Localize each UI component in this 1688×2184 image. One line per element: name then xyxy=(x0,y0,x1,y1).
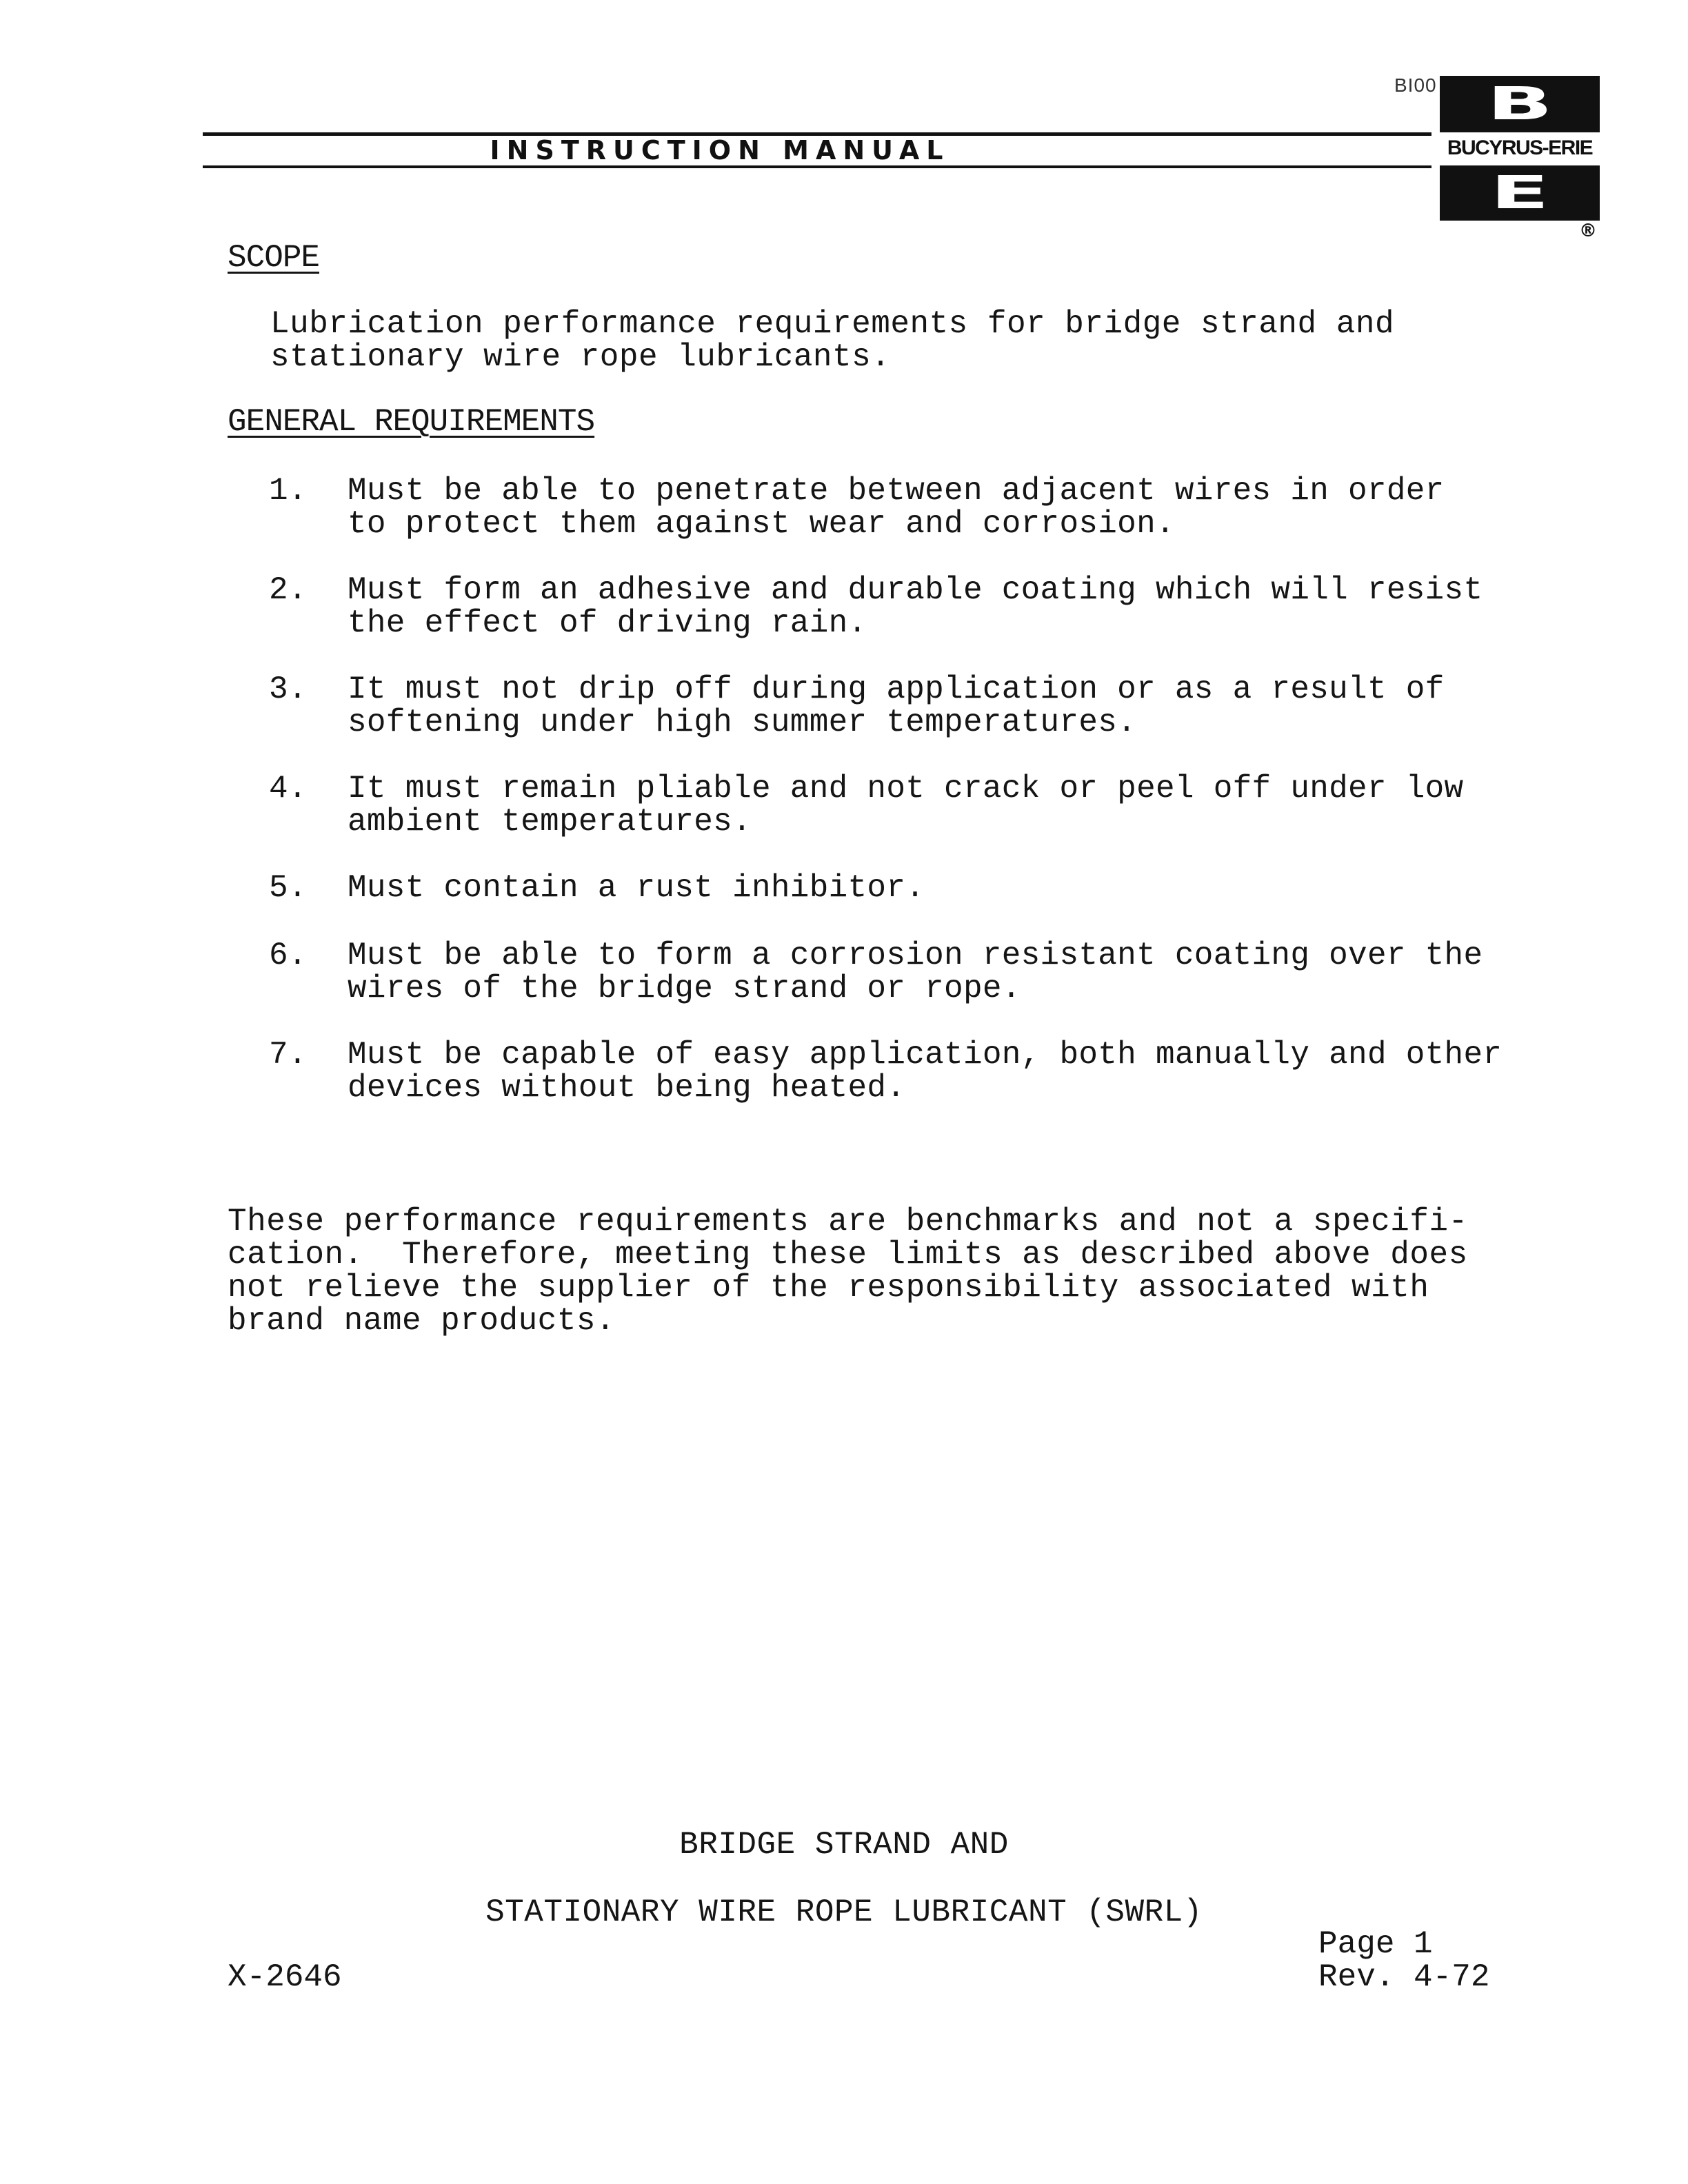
list-item-text: Must be able to penetrate between adjacent wires in order xyxy=(348,473,1445,509)
scope-text-line-2: stationary wire rope lubricants. xyxy=(270,339,891,375)
list-item-text: Must form an adhesive and durable coating which will resist xyxy=(348,572,1483,608)
scope-text-line-1: Lubrication performance requirements for bridge strand and xyxy=(270,306,1395,342)
header-rule-bottom xyxy=(203,165,1431,168)
brand-logo-letter-b: B xyxy=(1487,77,1553,130)
list-item-text: Must be able to form a corrosion resistant coating over the xyxy=(348,938,1483,973)
list-item-text: Must be capable of easy application, both manually and other xyxy=(348,1037,1503,1073)
list-item-number: 7. xyxy=(269,1037,308,1073)
footer-title-line-1: BRIDGE STRAND AND xyxy=(679,1827,1009,1863)
header-title: INSTRUCTION MANUAL xyxy=(490,135,950,165)
list-item-text: ambient temperatures. xyxy=(348,804,752,840)
note-line-3: not relieve the supplier of the responsibility associated with xyxy=(228,1270,1429,1306)
list-item-text: It must not drip off during application or as a result of xyxy=(348,671,1445,707)
list-item-text: Must contain a rust inhibitor. xyxy=(348,870,925,906)
list-item-text: softening under high summer temperatures. xyxy=(348,705,1137,740)
list-item-text: wires of the bridge strand or rope. xyxy=(348,971,1021,1007)
list-item-text: It must remain pliable and not crack or peel off under low xyxy=(348,771,1464,807)
list-item-number: 1. xyxy=(269,473,308,509)
brand-logo-bottom xyxy=(1440,165,1600,221)
note-line-2: cation. Therefore, meeting these limits as described above does xyxy=(228,1237,1468,1273)
brand-logo-top xyxy=(1440,76,1600,132)
brand-name: BUCYRUS-ERIE xyxy=(1447,136,1593,159)
document-number: X-2646 xyxy=(228,1959,342,1995)
list-item-number: 4. xyxy=(269,771,308,807)
note-line-4: brand name products. xyxy=(228,1303,616,1339)
list-item-number: 3. xyxy=(269,671,308,707)
registered-mark: ® xyxy=(1579,221,1597,241)
list-item-number: 6. xyxy=(269,938,308,973)
brand-logo-letter-e: E xyxy=(1490,166,1549,219)
document-code: BI00 xyxy=(1394,74,1437,96)
scope-heading: SCOPE xyxy=(228,240,320,276)
revision: Rev. 4-72 xyxy=(1318,1959,1490,1995)
list-item-number: 5. xyxy=(269,870,308,906)
page-number: Page 1 xyxy=(1318,1926,1433,1962)
note-line-1: These performance requirements are benchmarks and not a specifi- xyxy=(228,1204,1468,1240)
list-item-text: to protect them against wear and corrosion. xyxy=(348,506,1175,542)
list-item-number: 2. xyxy=(269,572,308,608)
footer-title-line-2: STATIONARY WIRE ROPE LUBRICANT (SWRL) xyxy=(485,1894,1203,1930)
list-item-text: the effect of driving rain. xyxy=(348,605,867,641)
general-requirements-heading: GENERAL REQUIREMENTS xyxy=(228,404,595,440)
list-item-text: devices without being heated. xyxy=(348,1070,906,1106)
